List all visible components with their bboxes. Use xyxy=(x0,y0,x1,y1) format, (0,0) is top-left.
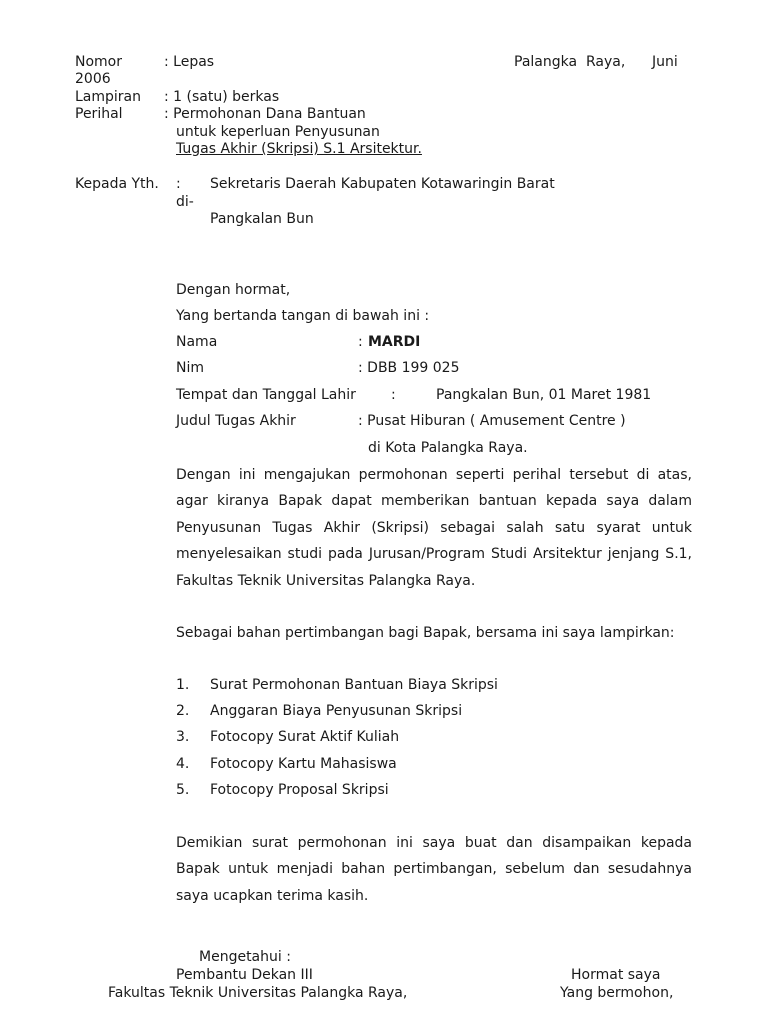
ttl-colon: : xyxy=(391,387,396,403)
nomor-value: : Lepas xyxy=(164,54,215,70)
nim-label: Nim xyxy=(176,360,204,376)
kepada-colon: : xyxy=(176,176,181,192)
judul-value-2: di Kota Palangka Raya. xyxy=(368,440,528,456)
lampiran-value: : 1 (satu) berkas xyxy=(164,89,280,105)
intro: Yang bertanda tangan di bawah ini : xyxy=(176,308,430,324)
judul-label: Judul Tugas Akhir xyxy=(176,413,296,429)
place-date: Palangka Raya, Juni xyxy=(514,54,678,70)
signature-hormat: Hormat saya xyxy=(571,967,661,983)
perihal-line-1: : Permohonan Dana Bantuan xyxy=(164,106,366,122)
paragraph-attachments-intro: Sebagai bahan pertimbangan bagi Bapak, bersama ini saya lampirkan: xyxy=(176,625,675,641)
paragraph-request: Dengan ini mengajukan permohonan seperti perihal tersebut di atas, agar kiranya Bapak dapat memberikan bantuan kepada saya dalam Penyusunan Tugas Akhir (Skripsi) sebagai salah satu syarat untuk menyelesaikan studi pada Jurusan/Program Studi Arsitektur jenjang S.1, Fakultas Teknik Universitas Palangka Raya. xyxy=(176,467,692,589)
list-item: Fotocopy Proposal Skripsi xyxy=(210,782,389,798)
judul-value: : Pusat Hiburan ( Amusement Centre ) xyxy=(358,413,626,429)
perihal-label: Perihal xyxy=(75,106,123,122)
list-item-number: 1. xyxy=(176,677,190,693)
nim-value: : DBB 199 025 xyxy=(358,360,460,376)
list-item-number: 5. xyxy=(176,782,190,798)
recipient-city: Pangkalan Bun xyxy=(210,211,314,227)
perihal-line-2: untuk keperluan Penyusunan xyxy=(176,124,380,140)
signature-mengetahui: Mengetahui : xyxy=(199,949,291,965)
nomor-label: Nomor xyxy=(75,54,122,70)
perihal-line-3: Tugas Akhir (Skripsi) S.1 Arsitektur. xyxy=(176,141,422,157)
kepada-label: Kepada Yth. xyxy=(75,176,159,192)
ttl-label: Tempat dan Tanggal Lahir xyxy=(176,387,356,403)
nama-colon: : xyxy=(358,334,363,350)
list-item: Fotocopy Surat Aktif Kuliah xyxy=(210,729,400,745)
lampiran-label: Lampiran xyxy=(75,89,142,105)
list-item: Surat Permohonan Bantuan Biaya Skripsi xyxy=(210,677,498,693)
year: 2006 xyxy=(75,71,111,87)
nama-label: Nama xyxy=(176,334,218,350)
ttl-value: Pangkalan Bun, 01 Maret 1981 xyxy=(436,387,652,403)
list-item: Anggaran Biaya Penyusunan Skripsi xyxy=(210,703,463,719)
greeting: Dengan hormat, xyxy=(176,282,291,298)
nama-value: MARDI xyxy=(368,334,421,350)
recipient-di: di- xyxy=(176,194,194,210)
recipient-name: Sekretaris Daerah Kabupaten Kotawaringin Barat xyxy=(210,176,555,192)
signature-bermohon: Yang bermohon, xyxy=(560,985,674,1001)
list-item-number: 2. xyxy=(176,703,190,719)
list-item-number: 4. xyxy=(176,756,190,772)
paragraph-closing: Demikian surat permohonan ini saya buat dan disampaikan kepada Bapak untuk menjadi bahan pertimbangan, sebelum dan sesudahnya saya ucapkan terima kasih. xyxy=(176,835,692,904)
signature-fakultas: Fakultas Teknik Universitas Palangka Raya, xyxy=(108,985,408,1001)
list-item-number: 3. xyxy=(176,729,190,745)
list-item: Fotocopy Kartu Mahasiswa xyxy=(210,756,397,772)
signature-pembantu-dekan: Pembantu Dekan III xyxy=(176,967,313,983)
